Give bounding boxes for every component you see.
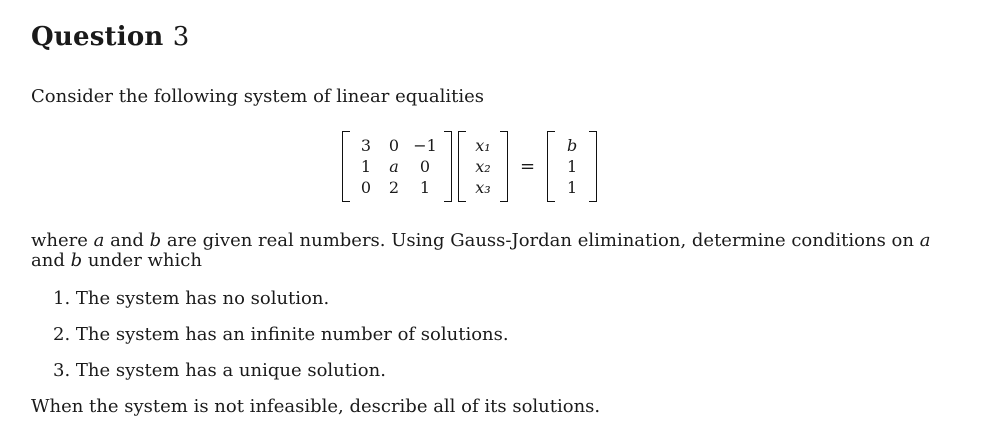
vector-cell: b [566,135,578,155]
list-item: 1. The system has no solution. [53,288,330,309]
matrix-cell: 0 [360,177,372,197]
equals-sign: = [520,155,536,177]
matrix-cell: 1 [360,156,372,176]
matrix-cell: a [389,156,399,176]
matrix-cell: 2 [388,177,400,197]
case-list [53,288,509,396]
conditions-text: where a and b are given real numbers. Using Gauss-Jordan elimination, determine conditions on a and b under which [31,230,931,271]
vector-cell: 1 [567,156,578,176]
rhs-vector [547,131,597,202]
matrix-equation [342,128,597,204]
vector-cell: x₃ [475,177,491,197]
final-instruction: When the system is not infeasible, describe all of its solutions. [31,396,601,417]
intro-text: Consider the following system of linear equalities [31,86,484,107]
coefficient-matrix [342,131,452,202]
vector-cell: x₁ [475,135,491,155]
matrix-cell: 0 [388,135,400,155]
list-item: 2. The system has an infinite number of solutions. [53,324,509,345]
matrix-cell: 0 [419,156,431,176]
matrix-cell: −1 [413,135,437,155]
vector-cell: 1 [567,177,578,197]
matrix-cell: 3 [360,135,372,155]
variable-vector [458,131,508,202]
question-title-word: Question [31,22,164,52]
question-title [31,22,189,52]
list-item: 3. The system has a unique solution. [53,360,386,381]
matrix-cell: 1 [419,177,431,197]
vector-cell: x₂ [475,156,491,176]
question-number: 3 [172,22,190,52]
